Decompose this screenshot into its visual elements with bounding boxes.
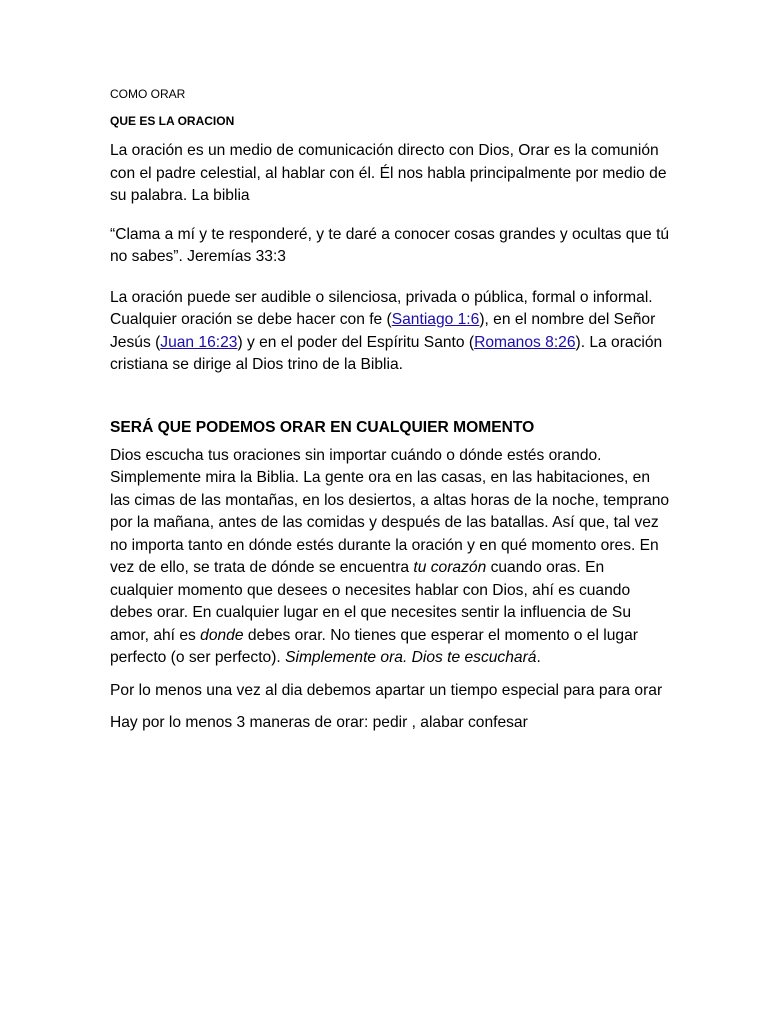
link-juan[interactable]: Juan 16:23 [160,333,238,351]
section-heading-cualquier-momento: SERÁ QUE PODEMOS ORAR EN CUALQUIER MOMENTO [110,418,535,436]
section-heading-que-es-la-oracion: QUE ES LA ORACION [110,114,235,128]
text-segment: ) y en el poder del Espíritu Santo ( [237,333,475,351]
text-segment: La oración puede ser audible o silenciosa, privada o pública, formal o informal. Cualquier oración se debe hacer con fe ( [110,288,653,328]
paragraph-definition: La oración es un medio de comunicación directo con Dios, Orar es la comunión con el padre celestial, al hablar con él. Él nos habla principalmente por medio de su palabra. La biblia [110,142,667,204]
text-segment: debes orar. No tienes que esperar el momento o el lugar perfecto (o ser perfecto). [110,626,638,666]
link-romanos[interactable]: Romanos 8:26 [474,333,576,351]
paragraph-daily-time: Por lo menos una vez al dia debemos apartar un tiempo especial para para orar [110,681,663,699]
italic-text: Simplemente ora. Dios te escuchará [285,649,537,666]
document-body [110,87,670,735]
paragraph-ways-to-pray: Hay por lo menos 3 maneras de orar: pedir , alabar confesar [110,714,528,731]
text-segment: cuando oras. En cualquier momento que desees o necesites hablar con Dios, ahí es cuando debes orar. En cualquier lugar en el que necesites sentir la influencia de Su amor, ahí es [110,559,631,644]
paragraph-quote-jeremias: “Clama a mí y te responderé, y te daré a conocer cosas grandes y ocultas que tú no sabes”. Jeremías 33:3 [110,225,670,265]
text-segment: Dios escucha tus oraciones sin importar cuándo o dónde estés orando. Simplemente mira la Biblia. La gente ora en las casas, en las habitaciones, en las cimas de las montañas, en los desiertos, a altas horas de la noche, temprano por la mañana, antes de las comidas y después de las batallas. Así que, tal vez no importa tanto en dónde estés durante la oración y en qué momento ores. En vez de ello, se trata de dónde se encuentra [110,446,670,576]
text-segment: ). La oración cristiana se dirige al Dios trino de la Biblia. [110,333,663,373]
link-santiago[interactable]: Santiago 1:6 [391,311,480,328]
paragraph-anytime [110,445,670,670]
italic-text: tu corazón [413,559,487,576]
document-title: COMO ORAR [110,87,186,101]
italic-text: donde [200,626,244,644]
paragraph-types-of-prayer [110,287,670,377]
text-segment: ), en el nombre del Señor Jesús ( [110,311,656,351]
text-segment: . [536,649,541,666]
